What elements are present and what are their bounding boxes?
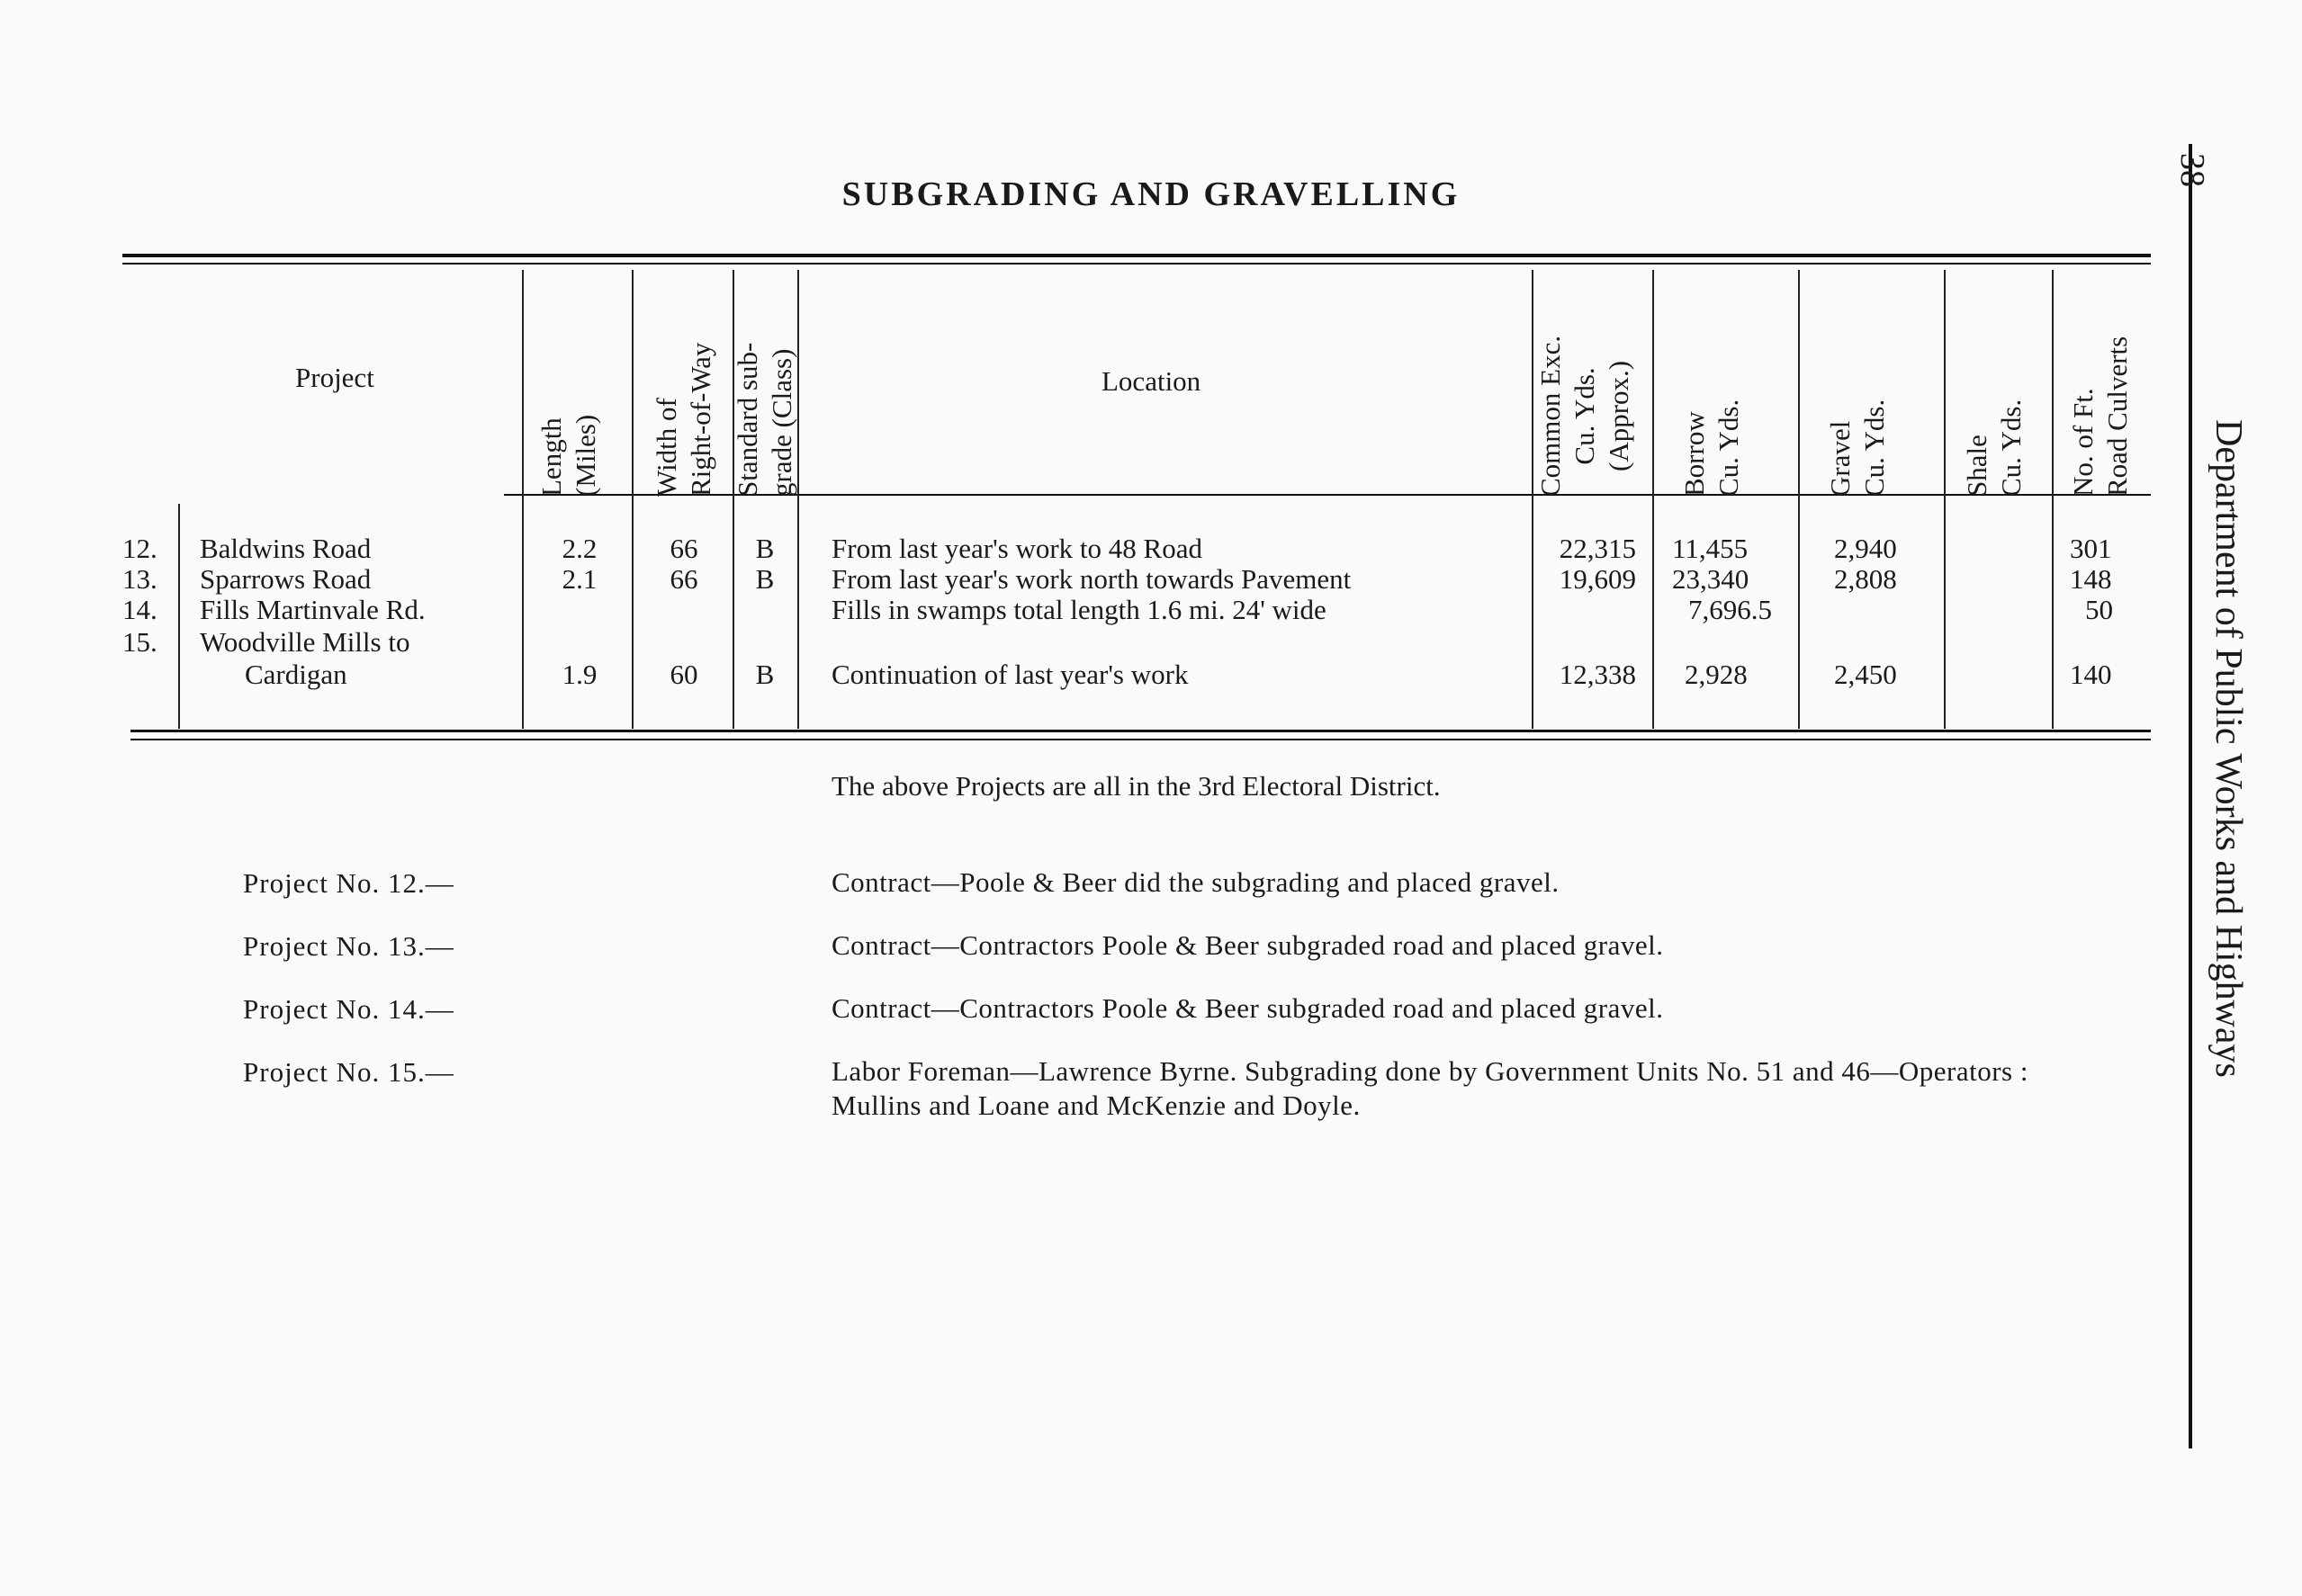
project-description: Contract—Contractors Poole & Beer subgraded road and placed gravel. (832, 992, 1664, 1024)
project-description: Labor Foreman—Lawrence Byrne. Subgrading done by Government Units No. 51 and 46—Operators : Mullins and Loane and McKenzie and Doyle. (832, 1055, 2028, 1121)
project-label: Project No. 13.— (243, 930, 454, 962)
row-project: Baldwins Road (200, 533, 372, 564)
row-location: From last year's work north towards Pavement (832, 563, 1352, 595)
row-gravel: 2,450 (1834, 659, 1897, 690)
page-title: SUBGRADING AND GRAVELLING (841, 175, 1461, 213)
header-length: Length (Miles) (535, 414, 601, 497)
col-divider (522, 270, 524, 729)
row-gravel: 2,940 (1834, 533, 1897, 564)
row-borrow: 2,928 (1685, 659, 1748, 690)
row-common: 19,609 (1559, 563, 1636, 595)
col-divider (797, 270, 799, 729)
col-divider (1798, 270, 1800, 729)
row-culverts: 140 (2070, 659, 2112, 690)
header-culverts: No. of Ft. Road Culverts (2067, 336, 2133, 497)
row-width: 60 (670, 659, 698, 690)
project-label: Project No. 12.— (243, 867, 454, 899)
header-gravel: Gravel Cu. Yds. (1824, 399, 1890, 497)
row-project: Fills Martinvale Rd. (200, 594, 426, 625)
row-borrow: 23,340 (1672, 563, 1749, 595)
col-divider (1652, 270, 1654, 729)
header-borrow: Borrow Cu. Yds. (1678, 399, 1744, 497)
col-divider (632, 270, 634, 729)
row-location: From last year's work to 48 Road (832, 533, 1202, 564)
row-location: Fills in swamps total length 1.6 mi. 24' wide (832, 594, 1326, 625)
header-location: Location (1102, 365, 1201, 397)
row-culverts: 301 (2070, 533, 2112, 564)
row-common: 22,315 (1559, 533, 1636, 564)
col-divider (733, 270, 734, 729)
side-rule (2189, 144, 2192, 1448)
running-title: Department of Public Works and Highways (2208, 419, 2249, 1078)
header-project: Project (295, 362, 374, 393)
table-top-rule-thin (122, 263, 2151, 265)
row-project-cont: Cardigan (245, 659, 347, 690)
row-number: 15. (122, 626, 157, 658)
row-length: 1.9 (562, 659, 598, 690)
row-location: Continuation of last year's work (832, 659, 1189, 690)
row-number: 14. (122, 594, 157, 625)
row-number: 12. (122, 533, 157, 564)
project-description: Contract—Contractors Poole & Beer subgraded road and placed gravel. (832, 929, 1664, 961)
row-project: Woodville Mills to (200, 626, 410, 658)
row-class: B (755, 533, 775, 564)
row-borrow: 11,455 (1672, 533, 1749, 564)
row-length: 2.2 (562, 533, 598, 564)
project-description: Contract—Poole & Beer did the subgrading and placed gravel. (832, 866, 1560, 898)
row-project: Sparrows Road (200, 563, 372, 595)
district-note: The above Projects are all in the 3rd Electoral District. (832, 770, 1441, 802)
row-length: 2.1 (562, 563, 598, 595)
table-bottom-rule (130, 730, 2151, 732)
col-divider (2052, 270, 2054, 729)
project-label: Project No. 15.— (243, 1056, 454, 1088)
col-divider (1944, 270, 1946, 729)
row-class: B (755, 659, 775, 690)
row-borrow: 7,696.5 (1688, 594, 1772, 625)
table-top-rule (122, 254, 2151, 257)
page-number: 38 (2173, 153, 2211, 187)
row-width: 66 (670, 563, 698, 595)
row-class: B (755, 563, 775, 595)
table-bottom-rule-thin (130, 739, 2151, 740)
project-label: Project No. 14.— (243, 993, 454, 1025)
header-standard: Standard sub- grade (Class) (732, 342, 797, 497)
col-divider (178, 504, 180, 729)
header-common-exc: Common Exc. Cu. Yds. (Approx.) (1534, 335, 1634, 497)
row-culverts: 50 (2085, 594, 2113, 625)
header-shale: Shale Cu. Yds. (1961, 399, 2027, 497)
row-gravel: 2,808 (1834, 563, 1897, 595)
header-width: Width of Right-of-Way (651, 342, 716, 497)
row-number: 13. (122, 563, 157, 595)
row-common: 12,338 (1559, 659, 1636, 690)
row-culverts: 148 (2070, 563, 2112, 595)
row-width: 66 (670, 533, 698, 564)
